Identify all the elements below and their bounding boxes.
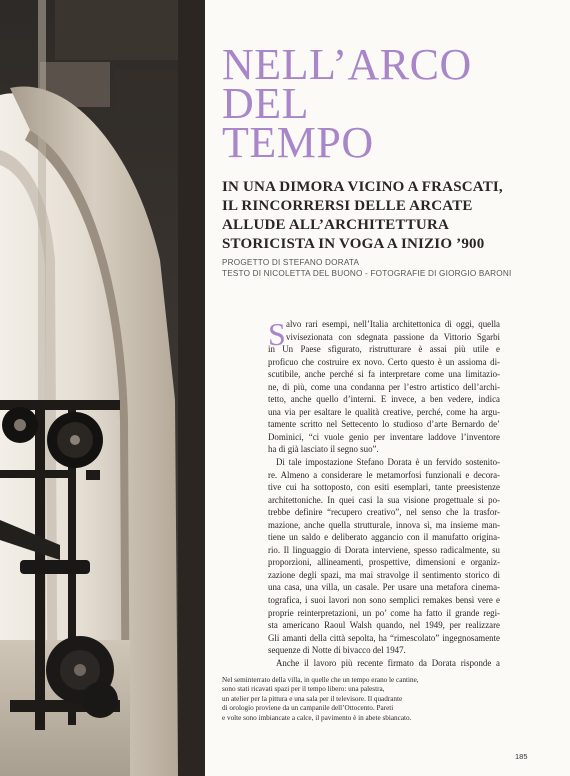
- body-line: trebbe definire “recupero creativo”, nel senso che la trasfor-: [268, 507, 500, 518]
- body-line: proficuo che costruire ex novo. Certo questo è un assioma di-: [268, 356, 500, 367]
- drop-cap: S: [268, 316, 286, 352]
- project-credit: PROGETTO DI STEFANO DORATA: [222, 258, 360, 267]
- article-body: [268, 318, 500, 669]
- photo-caption: [222, 676, 522, 723]
- interior-photo: [0, 0, 205, 776]
- subtitle-line: STORICISTA IN VOGA A INIZIO ’900: [222, 236, 485, 252]
- body-line: Di tale impostazione Stefano Dorata è un fervido sostenito-: [276, 457, 500, 468]
- body-line: ne, di più, come una condanna per l’estro artistico dell’archi-: [268, 381, 500, 392]
- caption-line: un atelier per la pittura e una sala per il televisore. Il quadrante: [222, 694, 403, 703]
- body-line: una via per esaltare le qualità creative, perché, come ha argu-: [268, 406, 500, 417]
- body-line: sta americano Raoul Walsh quando, nel 1949, per realizzare: [268, 620, 500, 631]
- article-credits: [222, 257, 552, 279]
- body-line: architettoniche. In quei casi la sua visione progettuale si po-: [268, 494, 500, 505]
- body-line: sequenze di Notte di bivacco del 1947.: [268, 645, 406, 656]
- caption-line: di orologio proviene da un campanile dell’Ottocento. Pareti: [222, 704, 394, 713]
- title-line: NELL’ARCO: [222, 40, 472, 89]
- text-photo-credit: TESTO DI NICOLETTA DEL BUONO - FOTOGRAFIE DI GIORGIO BARONI: [222, 269, 512, 278]
- body-line: tiene un saldo e deliberato aggancio con il manufatto origina-: [268, 532, 500, 543]
- article-title: [222, 40, 552, 167]
- body-line: proporzioni, allineamenti, prospettive, dimensioni e organiz-: [268, 557, 500, 568]
- subtitle-line: ALLUDE ALL’ARCHITETTURA: [222, 217, 450, 233]
- body-line: vivisezionata con sdegnata passione da Vittorio Sgarbi: [286, 331, 500, 342]
- body-line: in Un Paese sfigurato, ristrutturare è assai più utile e: [268, 344, 500, 355]
- body-line: ha di già lasciato il segno suo”.: [268, 444, 379, 455]
- caption-line: sono stati ricavati spazi per il tempo libero: una palestra,: [222, 685, 385, 694]
- body-line: tamente scritto nel Settecento lo studioso d’arte Bernardo de’: [268, 419, 500, 430]
- body-line: una casa, una villa, un casale. Per usare una metafora cinema-: [268, 582, 500, 593]
- title-line: TEMPO: [222, 118, 374, 167]
- body-line: re. Almeno a considerare le metamorfosi funzionali e decora-: [268, 469, 500, 480]
- body-line: Dominici, “ci vuole genio per inventare laddove l’inventore: [268, 431, 500, 442]
- body-line: mazione, anche quella strutturale, innova sì, ma insieme man-: [268, 519, 500, 530]
- body-line: rio. Il linguaggio di Dorata interviene, spesso radicalmente, su: [268, 544, 500, 555]
- caption-line: Nel seminterrato della villa, in quelle che un tempo erano le cantine,: [222, 676, 419, 684]
- body-line: tive cui ha sottoposto, con esiti esemplari, tante preesistenze: [268, 482, 500, 493]
- caption-line: e volte sono imbiancate a calce, il pavimento è in abete sbiancato.: [222, 713, 412, 722]
- body-line: scutibile, anche perché si fa interpretare come una limitazio-: [268, 369, 500, 380]
- article-subtitle: [222, 178, 552, 254]
- body-line: zazione degli spazi, ma mai stravolge il sentimento storico di: [268, 569, 500, 580]
- body-line: proprie reinterpretazioni, un po’ come ha fatto il grande regi-: [268, 607, 500, 618]
- body-line: Gli amanti della città sepolta, ha “rimescolato” ingegnosamente: [268, 632, 500, 643]
- page-number: 185: [515, 752, 528, 761]
- photo-illustration: [0, 0, 205, 776]
- body-line: alvo rari esempi, nell’Italia architettonica di oggi, quella: [286, 319, 500, 329]
- subtitle-line: IN UNA DIMORA VICINO A FRASCATI,: [222, 179, 503, 195]
- title-line: DEL: [222, 79, 310, 128]
- body-line: tetto, anche quello d’interni. E invece, a ben vedere, indica: [268, 394, 500, 405]
- body-line: tografica, i suoi lavori non sono semplici remakes bensì vere e: [268, 595, 500, 606]
- subtitle-line: IL RINCORRERSI DELLE ARCATE: [222, 198, 473, 214]
- body-line: Anche il lavoro più recente firmato da Dorata risponde a: [276, 657, 500, 668]
